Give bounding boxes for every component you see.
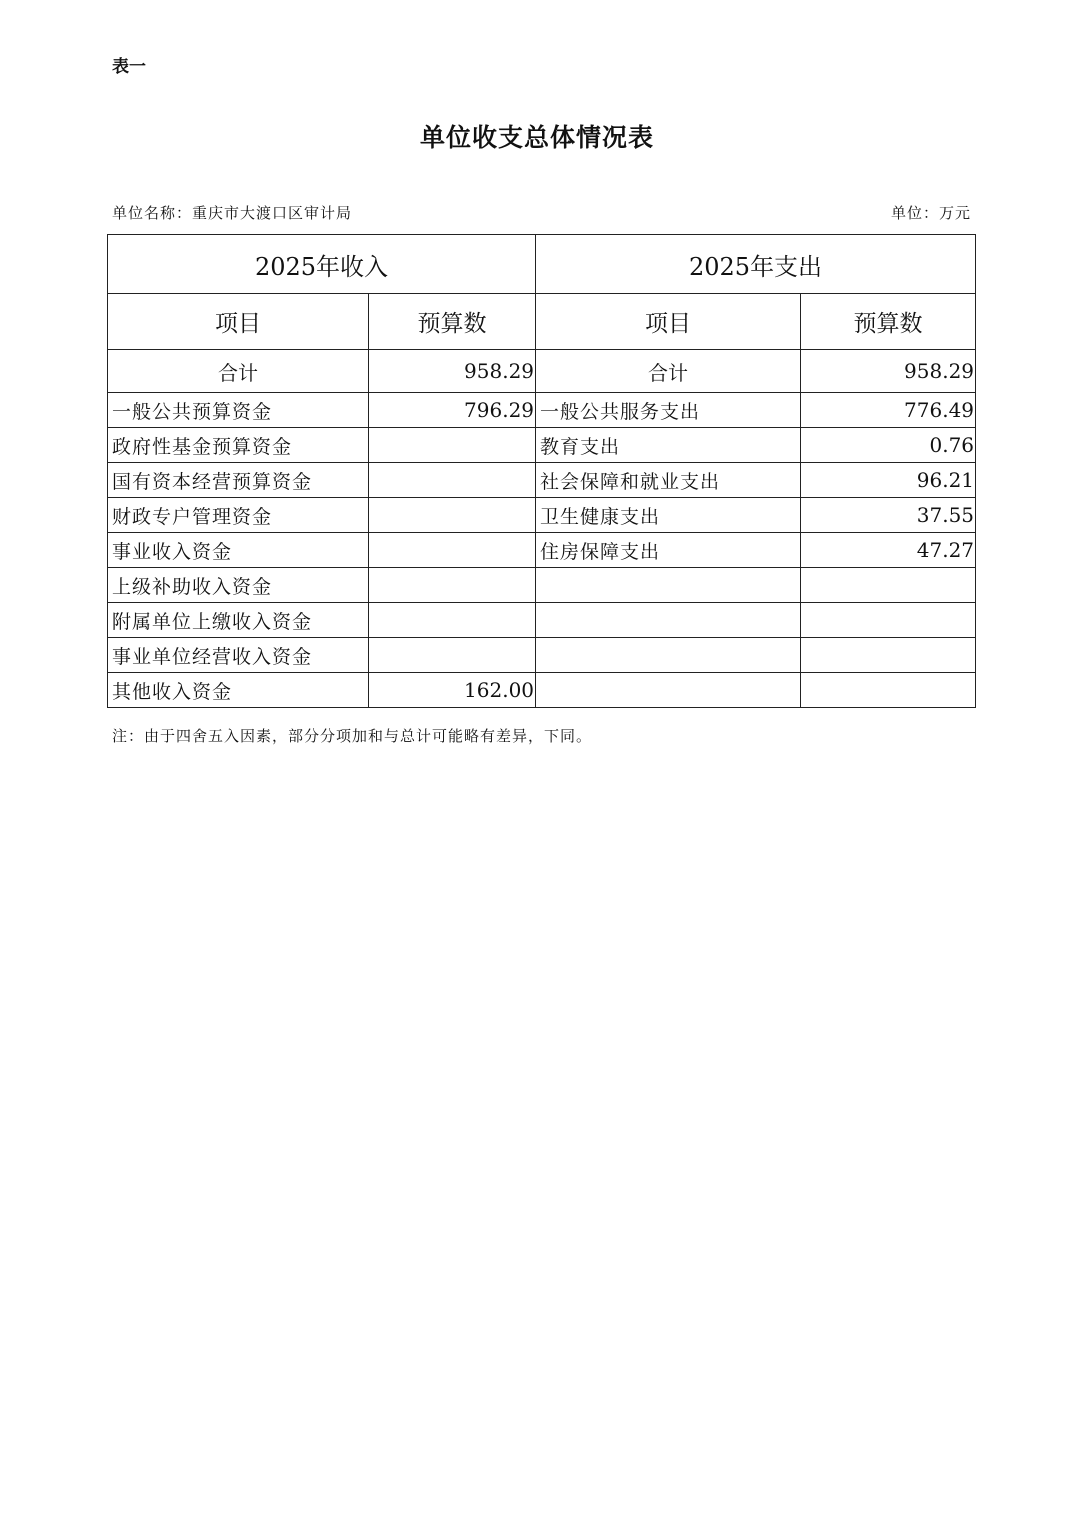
income-item: 政府性基金预算资金 [108,428,369,463]
expense-value [801,638,976,673]
income-item: 其他收入资金 [108,673,369,708]
income-value [369,638,536,673]
income-total-value: 958.29 [369,350,536,393]
table-row [108,498,976,533]
income-item-header: 项目 [108,294,369,350]
expense-item-header: 项目 [536,294,801,350]
expense-item [536,673,801,708]
income-item: 一般公共预算资金 [108,393,369,428]
expense-item [536,603,801,638]
expense-item: 住房保障支出 [536,533,801,568]
income-item: 事业收入资金 [108,533,369,568]
income-value [369,428,536,463]
income-total-label: 合计 [108,350,369,393]
expense-budget-header: 预算数 [801,294,976,350]
section-header-row [108,235,976,294]
income-item: 财政专户管理资金 [108,498,369,533]
income-budget-header: 预算数 [369,294,536,350]
table-row [108,603,976,638]
income-value: 162.00 [369,673,536,708]
income-value [369,568,536,603]
income-value [369,533,536,568]
expense-value: 37.55 [801,498,976,533]
expense-value: 96.21 [801,463,976,498]
column-header-row [108,294,976,350]
income-value [369,603,536,638]
unit-name: 单位名称：重庆市大渡口区审计局 [112,204,353,222]
footnote: 注：由于四舍五入因素，部分分项加和与总计可能略有差异，下同。 [112,727,593,745]
expense-item: 一般公共服务支出 [536,393,801,428]
expense-value [801,673,976,708]
table-row [108,568,976,603]
table-row [108,393,976,428]
expense-item [536,638,801,673]
expense-item: 卫生健康支出 [536,498,801,533]
income-item: 上级补助收入资金 [108,568,369,603]
expense-section-header: 2025年支出 [536,235,976,294]
budget-table [107,234,976,708]
income-item: 事业单位经营收入资金 [108,638,369,673]
table-row [108,428,976,463]
expense-value: 0.76 [801,428,976,463]
page-title: 单位收支总体情况表 [419,123,654,152]
table-row [108,463,976,498]
income-value [369,498,536,533]
expense-total-value: 958.29 [801,350,976,393]
expense-total-label: 合计 [536,350,801,393]
income-value: 796.29 [369,393,536,428]
expense-item [536,568,801,603]
income-section-header: 2025年收入 [108,235,536,294]
expense-value [801,603,976,638]
expense-value: 47.27 [801,533,976,568]
expense-item: 教育支出 [536,428,801,463]
expense-item: 社会保障和就业支出 [536,463,801,498]
table-row [108,673,976,708]
currency-unit: 单位：万元 [890,204,971,222]
total-row [108,350,976,393]
expense-value [801,568,976,603]
expense-value: 776.49 [801,393,976,428]
table-row [108,638,976,673]
income-value [369,463,536,498]
table-label: 表一 [112,57,146,77]
table-row [108,533,976,568]
income-item: 国有资本经营预算资金 [108,463,369,498]
income-item: 附属单位上缴收入资金 [108,603,369,638]
